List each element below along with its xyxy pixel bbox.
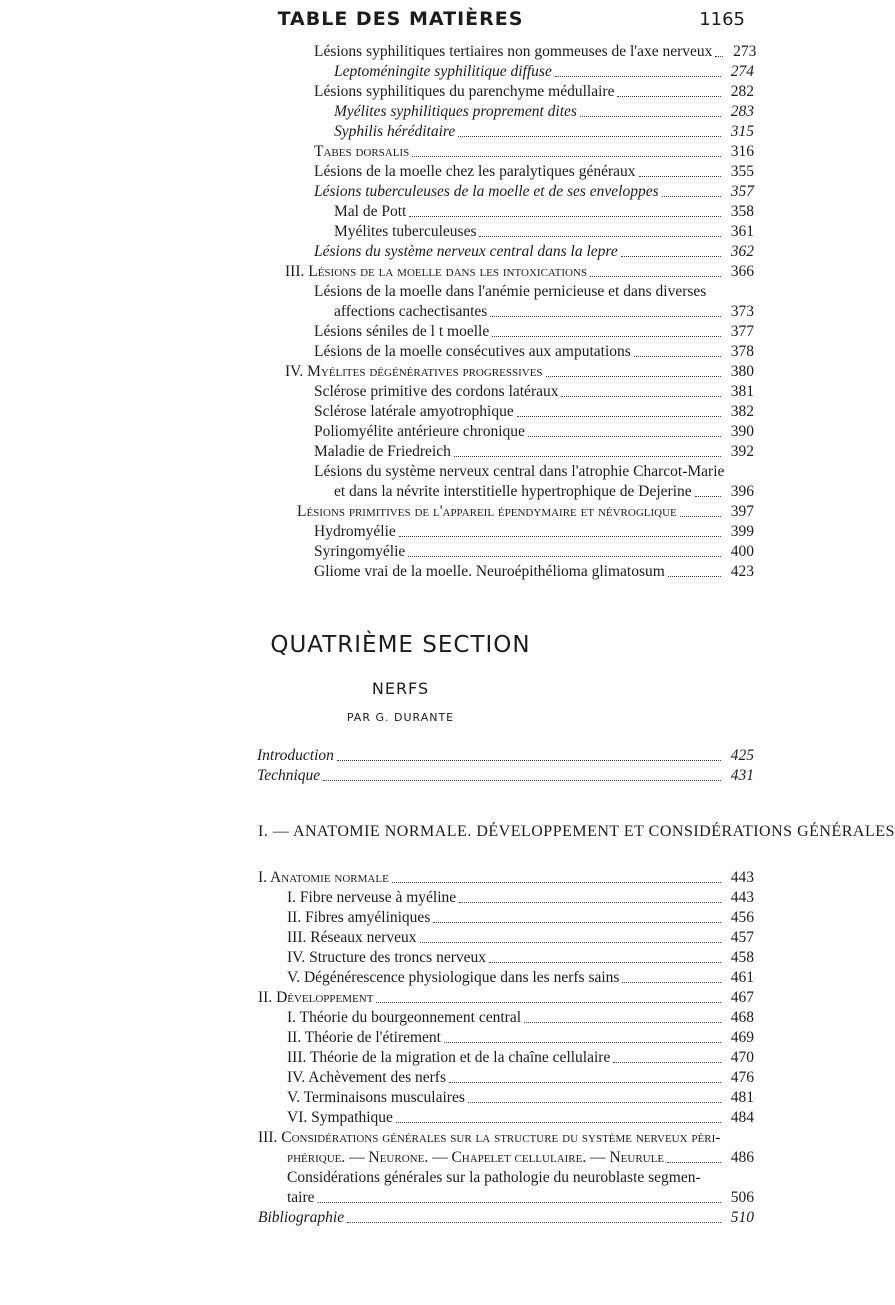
toc-entry-page: 366 [730, 263, 754, 280]
leader-dots [634, 356, 721, 357]
toc-entry-label: Bibliographie [258, 1209, 345, 1226]
toc-entry [334, 302, 754, 322]
toc-entry [314, 242, 754, 262]
toc-entry-label: Myélites syphilitiques proprement dites [334, 103, 577, 120]
toc-entry-page: 476 [730, 1069, 754, 1086]
toc-entry [314, 522, 754, 542]
toc-entry-page: 357 [730, 183, 754, 200]
section-author: PAR G. DURANTE [346, 711, 455, 724]
toc-entry-label: Sclérose primitive des cordons latéraux [314, 383, 559, 400]
toc-entry-page: 355 [730, 163, 754, 180]
toc-entry-label: II. Fibres amyéliniques [287, 909, 431, 926]
toc-entry [287, 1068, 754, 1088]
toc-entry-page: 467 [730, 989, 754, 1006]
toc-entry-label: taire [287, 1189, 315, 1206]
toc-entry-page: 443 [730, 869, 754, 886]
toc-entry [258, 1208, 754, 1228]
leader-dots [517, 416, 721, 417]
toc-entry [314, 342, 754, 362]
toc-entry-page: 481 [730, 1089, 754, 1106]
toc-entry-page: 456 [730, 909, 754, 926]
toc-entry-page: 380 [730, 363, 754, 380]
leader-dots [392, 882, 721, 883]
toc-entry-label: V. Dégénérescence physiologique dans les nerfs sains [287, 969, 620, 986]
leader-dots [459, 902, 721, 903]
toc-entry [287, 1028, 754, 1048]
leader-dots [408, 556, 721, 557]
toc-entry [287, 1088, 754, 1108]
toc-entry-page: 397 [730, 503, 754, 520]
toc-entry-page: 373 [730, 303, 754, 320]
toc-entry [287, 948, 754, 968]
toc-entry-page: 506 [730, 1189, 754, 1206]
toc-entry-label: Poliomyélite antérieure chronique [314, 423, 525, 440]
toc-entry-line: Lésions de la moelle dans l'anémie pernicieuse et dans diverses [314, 283, 707, 300]
toc-entry-label: Syringomyélie [314, 543, 406, 560]
toc-entry [314, 402, 754, 422]
leader-dots [715, 56, 723, 57]
leader-dots [662, 196, 721, 197]
leader-dots [695, 496, 721, 497]
leader-dots [621, 256, 721, 257]
toc-entry [334, 102, 754, 122]
toc-entry-label: I. Anatomie normale [258, 869, 389, 886]
toc-entry-page: 392 [730, 443, 754, 460]
toc-entry-label: Lésions syphilitiques du parenchyme médullaire [314, 83, 615, 100]
toc-entry-label: Syphilis héréditaire [334, 123, 456, 140]
toc-entry-label: Lésions du système nerveux central dans la lepre [314, 243, 618, 260]
leader-dots [468, 1102, 721, 1103]
toc-entry [314, 542, 754, 562]
leader-dots [580, 116, 721, 117]
toc-entry-page: 361 [730, 223, 754, 240]
toc-entry-page: 470 [730, 1049, 754, 1066]
leader-dots [524, 1022, 721, 1023]
toc-entry-label: Leptoméningite syphilitique diffuse [334, 63, 552, 80]
toc-entry [334, 222, 754, 242]
toc-entry [285, 362, 754, 382]
toc-entry [314, 182, 754, 202]
toc-entry [314, 82, 754, 102]
toc-entry-line: III. Considérations générales sur la structure du système nerveux péri- [258, 1129, 721, 1146]
toc-entry-label: III. Théorie de la migration et de la chaîne cellulaire [287, 1049, 611, 1066]
toc-entry [287, 888, 754, 908]
leader-dots [433, 922, 721, 923]
toc-entry [287, 1008, 754, 1028]
leader-dots [399, 536, 721, 537]
toc-entry [258, 988, 754, 1008]
leader-dots [412, 156, 721, 157]
toc-entry [334, 202, 754, 222]
toc-entry-page: 458 [730, 949, 754, 966]
toc-entry-page: 396 [730, 483, 754, 500]
chapter-heading: I. — ANATOMIE NORMALE. DÉVELOPPEMENT ET CONSIDÉRATIONS GÉNÉRALES [258, 823, 895, 840]
section-subtitle: NERFS [371, 679, 430, 698]
toc-entry [287, 1188, 754, 1208]
leader-dots [680, 516, 721, 517]
toc-entry [314, 142, 754, 162]
toc-entry [334, 122, 754, 142]
toc-entry-page: 423 [730, 563, 754, 580]
toc-entry [287, 968, 754, 988]
toc-entry-label: IV. Achèvement des nerfs [287, 1069, 446, 1086]
toc-entry-page: 382 [730, 403, 754, 420]
leader-dots [409, 216, 721, 217]
toc-entry [334, 482, 754, 502]
leader-dots [613, 1062, 721, 1063]
toc-entry-page: 400 [730, 543, 754, 560]
leader-dots [492, 336, 721, 337]
toc-entry-page: 443 [730, 889, 754, 906]
toc-entry-page: 283 [730, 103, 754, 120]
toc-entry-page: 461 [730, 969, 754, 986]
toc-entry-page: 457 [730, 929, 754, 946]
toc-entry-page: 316 [730, 143, 754, 160]
leader-dots [396, 1122, 721, 1123]
toc-entry-page: 381 [730, 383, 754, 400]
toc-entry-page: 425 [730, 747, 754, 764]
toc-entry [287, 928, 754, 948]
toc-entry-label: Lésions séniles de l t moelle [314, 323, 490, 340]
toc-entry-label: Maladie de Friedreich [314, 443, 451, 460]
toc-entry-page: 431 [730, 767, 754, 784]
toc-entry [257, 746, 754, 766]
toc-entry [314, 42, 757, 62]
leader-dots [318, 1202, 721, 1203]
leader-dots [449, 1082, 721, 1083]
leader-dots [561, 396, 721, 397]
toc-entry-page: 378 [730, 343, 754, 360]
leader-dots [458, 136, 721, 137]
toc-entry-label: I. Théorie du bourgeonnement central [287, 1009, 521, 1026]
toc-entry-label: II. Théorie de l'étirement [287, 1029, 441, 1046]
toc-entry-page: 484 [730, 1109, 754, 1126]
toc-entry [314, 322, 754, 342]
toc-entry [285, 262, 754, 282]
toc-entry-page: 510 [730, 1209, 754, 1226]
leader-dots [420, 942, 721, 943]
leader-dots [617, 96, 721, 97]
toc-entry-label: Technique [257, 767, 321, 784]
toc-entry-page: 469 [730, 1029, 754, 1046]
toc-entry-page: 358 [730, 203, 754, 220]
leader-dots [444, 1042, 721, 1043]
running-title: TABLE DES MATIÈRES [277, 8, 524, 30]
section-title: QUATRIÈME SECTION [270, 632, 531, 658]
leader-dots [347, 1222, 721, 1223]
toc-entry-label: Tabes dorsalis [314, 143, 410, 160]
toc-entry [334, 62, 754, 82]
toc-entry [287, 1108, 754, 1128]
leader-dots [479, 236, 721, 237]
leader-dots [454, 456, 721, 457]
toc-entry-label: Lésions syphilitiques tertiaires non gommeuses de l'axe nerveux [314, 43, 713, 60]
toc-entry-page: 399 [730, 523, 754, 540]
toc-entry [314, 422, 754, 442]
toc-entry-line: Lésions du système nerveux central dans l'atrophie Charcot-Marie [314, 463, 725, 480]
toc-entry-label: IV. Myélites dégénératives progressives [285, 363, 543, 380]
leader-dots [622, 982, 721, 983]
toc-entry-label: phérique. — Neurone. — Chapelet cellulaire. — Neurule [287, 1149, 665, 1166]
toc-entry [314, 382, 754, 402]
toc-entry-label: et dans la névrite interstitielle hypertrophique de Dejerine [334, 483, 692, 500]
toc-entry-label: Lésions de la moelle chez les paralytiques généraux [314, 163, 636, 180]
toc-entry-label: Lésions de la moelle consécutives aux amputations [314, 343, 631, 360]
toc-entry-label: I. Fibre nerveuse à myéline [287, 889, 457, 906]
leader-dots [489, 962, 721, 963]
toc-entry [258, 868, 754, 888]
toc-entry-label: Hydromyélie [314, 523, 396, 540]
toc-entry-page: 377 [730, 323, 754, 340]
leader-dots [546, 376, 721, 377]
toc-entry-label: Lésions primitives de l'appareil épendymaire et névroglique [297, 503, 677, 520]
toc-entry [314, 442, 754, 462]
toc-entry-label: III. Réseaux nerveux [287, 929, 417, 946]
leader-dots [323, 780, 721, 781]
toc-entry [287, 908, 754, 928]
running-header [0, 3, 801, 33]
toc-entry [297, 502, 754, 522]
toc-entry [314, 162, 754, 182]
leader-dots [590, 276, 721, 277]
toc-entry-page: 274 [730, 63, 754, 80]
page-number: 1165 [699, 9, 745, 30]
toc-entry-page: 282 [730, 83, 754, 100]
toc-entry-label: V. Terminaisons musculaires [287, 1089, 465, 1106]
toc-entry [314, 562, 754, 582]
toc-entry-label: Introduction [257, 747, 334, 764]
toc-entry-label: IV. Structure des troncs nerveux [287, 949, 487, 966]
toc-entry-page: 315 [730, 123, 754, 140]
leader-dots [528, 436, 721, 437]
toc-entry-page: 390 [730, 423, 754, 440]
toc-entry-label: III. Lésions de la moelle dans les intoxications [285, 263, 588, 280]
leader-dots [376, 1002, 721, 1003]
toc-entry-label: Myélites tuberculeuses [334, 223, 477, 240]
toc-entry-label: Gliome vrai de la moelle. Neuroépithélioma glimatosum [314, 563, 665, 580]
toc-entry-line: Considérations générales sur la pathologie du neuroblaste segmen- [287, 1169, 701, 1186]
toc-entry [287, 1048, 754, 1068]
toc-entry-page: 273 [733, 43, 757, 60]
toc-entry-label: VI. Sympathique [287, 1109, 393, 1126]
toc-entry-label: affections cachectisantes [334, 303, 488, 320]
toc-entry-page: 362 [730, 243, 754, 260]
toc-entry-page: 486 [730, 1149, 754, 1166]
leader-dots [337, 760, 721, 761]
toc-entry-label: Mal de Pott [334, 203, 407, 220]
leader-dots [668, 576, 721, 577]
leader-dots [490, 316, 721, 317]
leader-dots [667, 1162, 721, 1163]
toc-entry [287, 1148, 754, 1168]
leader-dots [555, 76, 721, 77]
toc-entry-page: 468 [730, 1009, 754, 1026]
toc-entry-label: II. Développement [258, 989, 374, 1006]
toc-entry [257, 766, 754, 786]
toc-entry-label: Sclérose latérale amyotrophique [314, 403, 514, 420]
toc-entry-label: Lésions tuberculeuses de la moelle et de ses enveloppes [314, 183, 659, 200]
leader-dots [639, 176, 722, 177]
